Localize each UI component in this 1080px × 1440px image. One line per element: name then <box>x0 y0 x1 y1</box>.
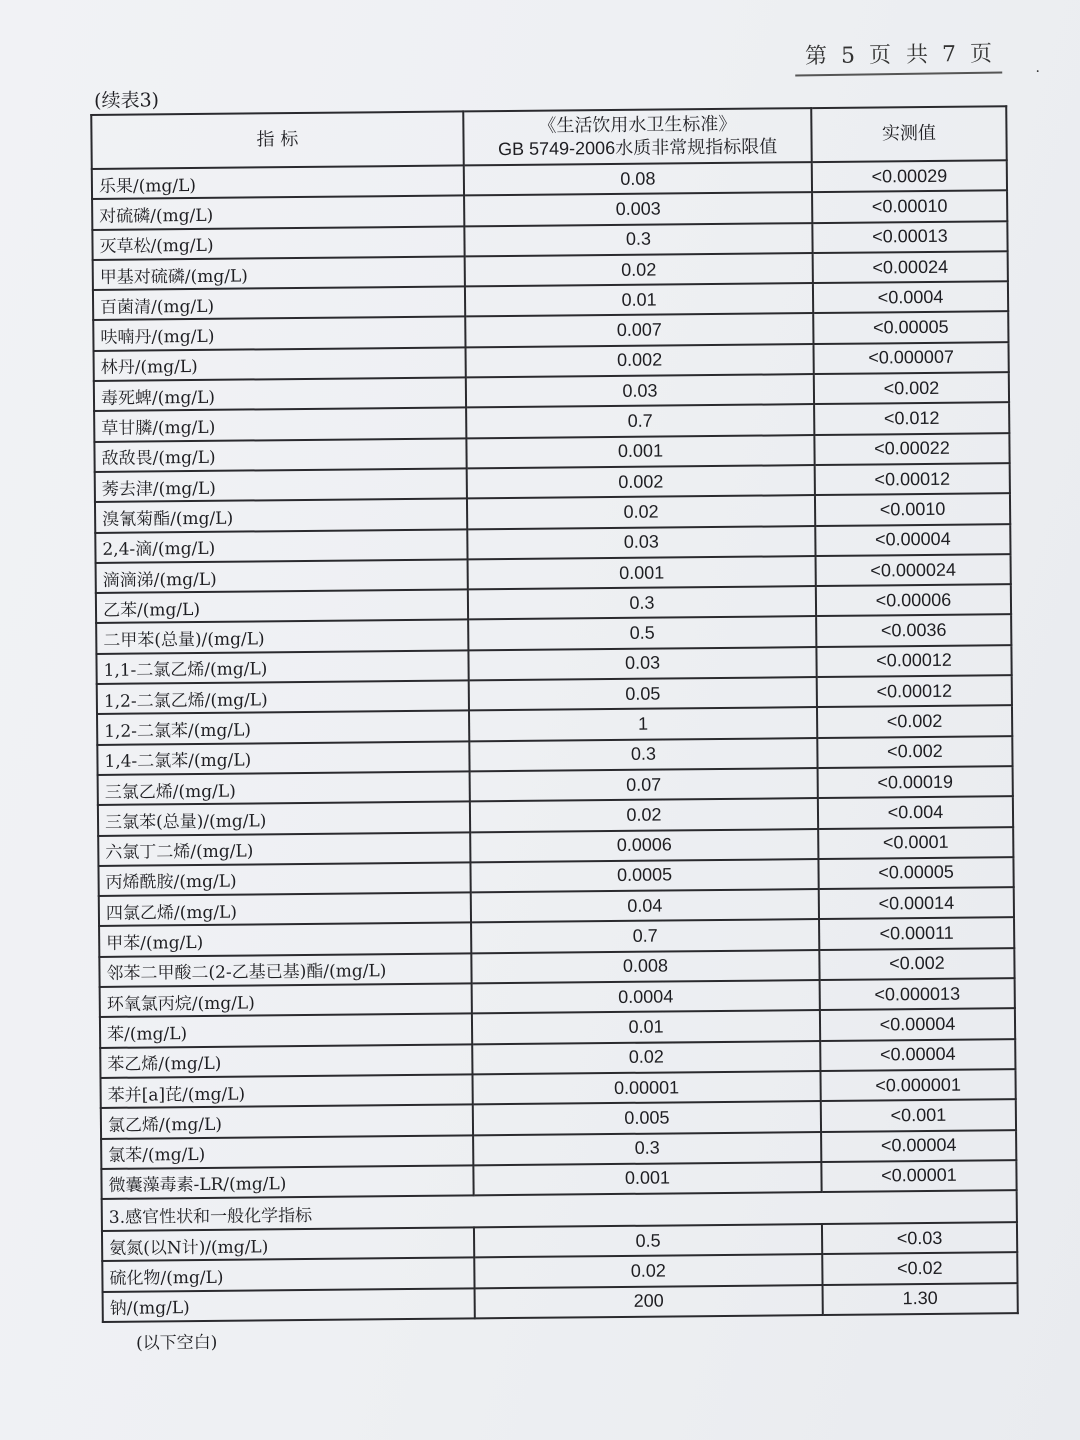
limit-cell: 0.0006 <box>470 829 818 863</box>
measured-cell: <0.000013 <box>820 978 1015 1010</box>
measured-cell: 1.30 <box>823 1283 1018 1315</box>
indicator-cell: 微囊藻毒素-LR/(mg/L) <box>101 1165 473 1199</box>
indicator-cell: 六氯丁二烯/(mg/L) <box>98 832 470 866</box>
measured-cell: <0.001 <box>821 1099 1016 1131</box>
measured-cell: <0.00005 <box>813 312 1008 344</box>
page-prefix: 第 <box>804 43 832 70</box>
limit-cell: 0.03 <box>466 374 814 408</box>
limit-cell: 0.07 <box>470 768 818 802</box>
report-body <box>90 79 1020 1354</box>
page-number <box>795 37 1003 77</box>
measured-cell: <0.0036 <box>816 615 1011 647</box>
indicator-cell: 硫化物/(mg/L) <box>102 1258 474 1292</box>
limit-cell: 0.001 <box>473 1162 821 1196</box>
limit-cell: 0.007 <box>465 314 813 348</box>
measured-cell: <0.00005 <box>818 857 1013 889</box>
limit-cell: 0.005 <box>473 1101 821 1135</box>
limit-cell: 0.02 <box>474 1254 822 1288</box>
limit-cell: 0.01 <box>472 1010 820 1044</box>
indicator-cell: 乙苯/(mg/L) <box>96 590 468 624</box>
limit-cell: 0.05 <box>469 677 817 711</box>
limit-cell: 0.03 <box>468 647 816 681</box>
indicator-cell: 甲苯/(mg/L) <box>99 923 471 957</box>
page-current: 5 <box>840 43 860 69</box>
indicator-cell: 1,2-二氯苯/(mg/L) <box>97 711 469 745</box>
page-mid: 页 共 <box>868 42 933 69</box>
limit-cell: 0.5 <box>474 1224 822 1258</box>
indicator-cell: 灭草松/(mg/L) <box>92 226 464 260</box>
limit-cell: 0.02 <box>467 495 815 529</box>
indicator-cell: 1,2-二氯乙烯/(mg/L) <box>97 680 469 714</box>
measured-cell: <0.00004 <box>815 524 1010 556</box>
measured-cell: <0.00024 <box>813 251 1008 283</box>
limit-cell: 0.002 <box>466 344 814 378</box>
header-standard <box>463 108 812 165</box>
measured-cell: <0.00004 <box>820 1039 1015 1071</box>
measured-cell: <0.0004 <box>813 281 1008 313</box>
limit-cell: 0.001 <box>468 556 816 590</box>
measured-cell: <0.00029 <box>812 160 1007 192</box>
header-indicator: 指 标 <box>91 111 464 169</box>
results-table <box>90 105 1019 1323</box>
measured-cell: <0.000024 <box>816 554 1011 586</box>
limit-cell: 0.3 <box>468 586 816 620</box>
section-title: 3.感官性状和一般化学指标 <box>102 1190 1017 1231</box>
limit-cell: 0.04 <box>471 889 819 923</box>
measured-cell: <0.002 <box>817 736 1012 768</box>
measured-cell: <0.00011 <box>819 918 1014 950</box>
measured-cell: <0.00004 <box>821 1130 1016 1162</box>
limit-cell: 1 <box>469 707 817 741</box>
indicator-cell: 甲基对硫磷/(mg/L) <box>93 256 465 290</box>
header-measured: 实测值 <box>811 106 1007 162</box>
indicator-cell: 2,4-滴/(mg/L) <box>95 529 467 563</box>
measured-cell: <0.00012 <box>817 675 1012 707</box>
measured-cell: <0.00004 <box>820 1008 1015 1040</box>
limit-cell: 0.08 <box>464 162 812 196</box>
indicator-cell: 呋喃丹/(mg/L) <box>93 317 465 351</box>
limit-cell: 0.00001 <box>472 1071 820 1105</box>
indicator-cell: 钠/(mg/L) <box>103 1288 475 1322</box>
measured-cell: <0.000001 <box>820 1069 1015 1101</box>
measured-cell: <0.02 <box>822 1253 1017 1285</box>
page-suffix: 页 <box>969 41 997 68</box>
footnote: (以下空白) <box>135 1332 218 1354</box>
indicator-cell: 环氧氯丙烷/(mg/L) <box>100 983 472 1017</box>
indicator-cell: 苯/(mg/L) <box>100 1014 472 1048</box>
indicator-cell: 氨氮(以N计)/(mg/L) <box>102 1227 474 1261</box>
limit-cell: 0.0004 <box>472 980 820 1014</box>
limit-cell: 0.02 <box>465 253 813 287</box>
header-standard-line1: 《生活饮用水卫生标准》 <box>538 113 737 137</box>
limit-cell: 0.7 <box>471 919 819 953</box>
page-total: 7 <box>941 42 961 68</box>
measured-cell: <0.00022 <box>814 433 1009 465</box>
indicator-cell: 氯乙烯/(mg/L) <box>101 1105 473 1139</box>
indicator-cell: 1,4-二氯苯/(mg/L) <box>97 741 469 775</box>
limit-cell: 0.5 <box>468 617 816 651</box>
indicator-cell: 三氯苯(总量)/(mg/L) <box>98 802 470 836</box>
limit-cell: 0.3 <box>464 223 812 257</box>
indicator-cell: 草甘膦/(mg/L) <box>94 408 466 442</box>
measured-cell: <0.002 <box>819 948 1014 980</box>
measured-cell: <0.004 <box>818 796 1013 828</box>
measured-cell: <0.03 <box>822 1222 1017 1254</box>
indicator-cell: 敌敌畏/(mg/L) <box>94 438 466 472</box>
limit-cell: 0.3 <box>469 738 817 772</box>
measured-cell: <0.00014 <box>819 887 1014 919</box>
indicator-cell: 滴滴涕/(mg/L) <box>96 559 468 593</box>
table-body <box>92 160 1018 1322</box>
measured-cell: <0.00013 <box>812 221 1007 253</box>
indicator-cell: 苯乙烯/(mg/L) <box>100 1044 472 1078</box>
measured-cell: <0.00012 <box>815 463 1010 495</box>
limit-cell: 0.7 <box>466 404 814 438</box>
indicator-cell: 1,1-二氯乙烯/(mg/L) <box>96 650 468 684</box>
indicator-cell: 乐果/(mg/L) <box>92 165 464 199</box>
indicator-cell: 邻苯二甲酸二(2-乙基已基)酯/(mg/L) <box>99 953 471 987</box>
indicator-cell: 莠去津/(mg/L) <box>95 468 467 502</box>
limit-cell: 0.001 <box>466 435 814 469</box>
indicator-cell: 丙烯酰胺/(mg/L) <box>98 862 470 896</box>
table-header-row <box>91 106 1006 169</box>
indicator-cell: 百菌清/(mg/L) <box>93 287 465 321</box>
limit-cell: 0.02 <box>470 798 818 832</box>
limit-cell: 0.0005 <box>470 859 818 893</box>
limit-cell: 0.008 <box>471 950 819 984</box>
indicator-cell: 氯苯/(mg/L) <box>101 1135 473 1169</box>
indicator-cell: 四氯乙烯/(mg/L) <box>99 893 471 927</box>
stray-mark: · <box>1035 64 1040 80</box>
measured-cell: <0.00012 <box>816 645 1011 677</box>
measured-cell: <0.00019 <box>818 766 1013 798</box>
indicator-cell: 苯并[a]芘/(mg/L) <box>101 1074 473 1108</box>
measured-cell: <0.002 <box>817 706 1012 738</box>
limit-cell: 0.01 <box>465 283 813 317</box>
measured-cell: <0.0001 <box>818 827 1013 859</box>
table-caption: (续表3) <box>94 89 160 112</box>
measured-cell: <0.00010 <box>812 190 1007 222</box>
measured-cell: <0.012 <box>814 403 1009 435</box>
indicator-cell: 林丹/(mg/L) <box>94 347 466 381</box>
limit-cell: 0.03 <box>467 526 815 560</box>
measured-cell: <0.0010 <box>815 493 1010 525</box>
indicator-cell: 溴氰菊酯/(mg/L) <box>95 499 467 533</box>
indicator-cell: 三氯乙烯/(mg/L) <box>98 771 470 805</box>
indicator-cell: 二甲苯(总量)/(mg/L) <box>96 620 468 654</box>
indicator-cell: 毒死蜱/(mg/L) <box>94 377 466 411</box>
limit-cell: 0.003 <box>464 192 812 226</box>
header-standard-line2: GB 5749-2006水质非常规指标限值 <box>497 136 778 160</box>
limit-cell: 200 <box>475 1285 823 1319</box>
measured-cell: <0.00001 <box>821 1160 1016 1192</box>
limit-cell: 0.002 <box>467 465 815 499</box>
limit-cell: 0.02 <box>472 1041 820 1075</box>
measured-cell: <0.002 <box>814 372 1009 404</box>
measured-cell: <0.00006 <box>816 584 1011 616</box>
limit-cell: 0.3 <box>473 1132 821 1166</box>
indicator-cell: 对硫磷/(mg/L) <box>92 196 464 230</box>
measured-cell: <0.000007 <box>813 342 1008 374</box>
